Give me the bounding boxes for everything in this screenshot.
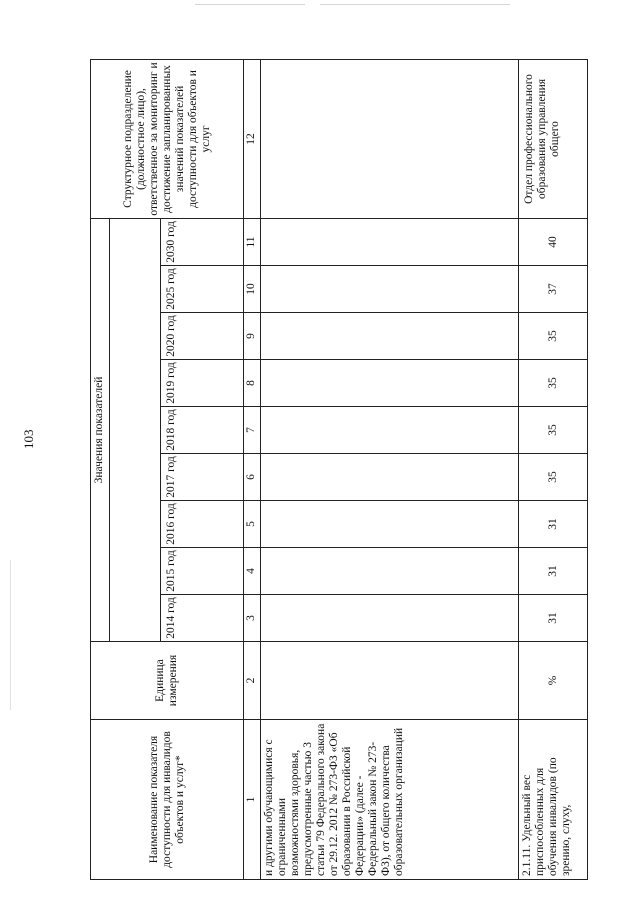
column-number: 10: [244, 266, 260, 313]
row-value: 35: [519, 313, 588, 360]
header-responsible: Структурное подразделение (должностное лицо), ответственное за мониторинг и достижение запланированных значений показателей доступности для объектов и услуг: [91, 59, 244, 218]
row-indicator-name: и другими обучающимися с ограниченными возможностями здоровья, предусмотренные частью 3 статьи 79 Федерального закона от 29.12. 2012 № 273-ФЗ «Об образовании в Российской Федерации» (далее - Федеральный закон № 273-ФЗ), от общего количества образовательных организаций: [260, 720, 519, 880]
column-number: 8: [244, 360, 260, 407]
row-value: 35: [519, 360, 588, 407]
header-year: 2015 год: [160, 548, 244, 595]
header-year: 2014 год: [160, 595, 244, 642]
row-unit: [260, 642, 519, 720]
header-indicator-name: Наименование показателя доступности для инвалидов объектов и услуг*: [91, 720, 244, 880]
column-number: 12: [244, 59, 260, 218]
indicators-table: [90, 59, 588, 880]
header-spacer: [109, 218, 160, 641]
row-value: 31: [519, 501, 588, 548]
header-year: 2020 год: [160, 313, 244, 360]
row-value: 35: [519, 407, 588, 454]
column-number: 11: [244, 218, 260, 265]
page-number: 103: [21, 429, 36, 449]
row-value: 40: [519, 218, 588, 265]
row-value: 35: [519, 454, 588, 501]
row-responsible: [260, 59, 519, 218]
header-year: 2016 год: [160, 501, 244, 548]
row-value: [260, 548, 519, 595]
table-row: [260, 59, 519, 879]
row-value: [260, 454, 519, 501]
row-unit: %: [519, 642, 588, 720]
table-row: [519, 59, 588, 879]
header-year: 2019 год: [160, 360, 244, 407]
column-number: 6: [244, 454, 260, 501]
column-number-row: [244, 59, 260, 879]
row-value: [260, 218, 519, 265]
scan-artifact: [320, 4, 510, 5]
scan-artifact: [10, 560, 11, 710]
row-value: [260, 501, 519, 548]
column-number: 7: [244, 407, 260, 454]
column-number: 9: [244, 313, 260, 360]
row-value: 31: [519, 595, 588, 642]
scan-artifact: [195, 4, 305, 5]
row-value: [260, 266, 519, 313]
column-number: 2: [244, 642, 260, 720]
header-values-group: Значения показателей: [91, 218, 110, 641]
header-year: 2018 год: [160, 407, 244, 454]
column-number: 4: [244, 548, 260, 595]
column-number: 5: [244, 501, 260, 548]
header-unit: Единица измерения: [91, 642, 244, 720]
column-number: 3: [244, 595, 260, 642]
row-indicator-name: 2.1.11. Удельный вес приспособленных для обучения инвалидов (по зрению, слуху,: [519, 720, 588, 880]
rotated-table-wrapper: [90, 60, 588, 880]
row-value: [260, 313, 519, 360]
row-value: [260, 360, 519, 407]
row-value: 37: [519, 266, 588, 313]
row-value: 31: [519, 548, 588, 595]
header-year: 2030 год: [160, 218, 244, 265]
row-value: [260, 595, 519, 642]
row-responsible: Отдел профессионального образования управления общего: [519, 59, 588, 218]
column-number: 1: [244, 720, 260, 880]
row-value: [260, 407, 519, 454]
header-row-group: [91, 59, 110, 879]
header-year: 2017 год: [160, 454, 244, 501]
header-year: 2025 год: [160, 266, 244, 313]
